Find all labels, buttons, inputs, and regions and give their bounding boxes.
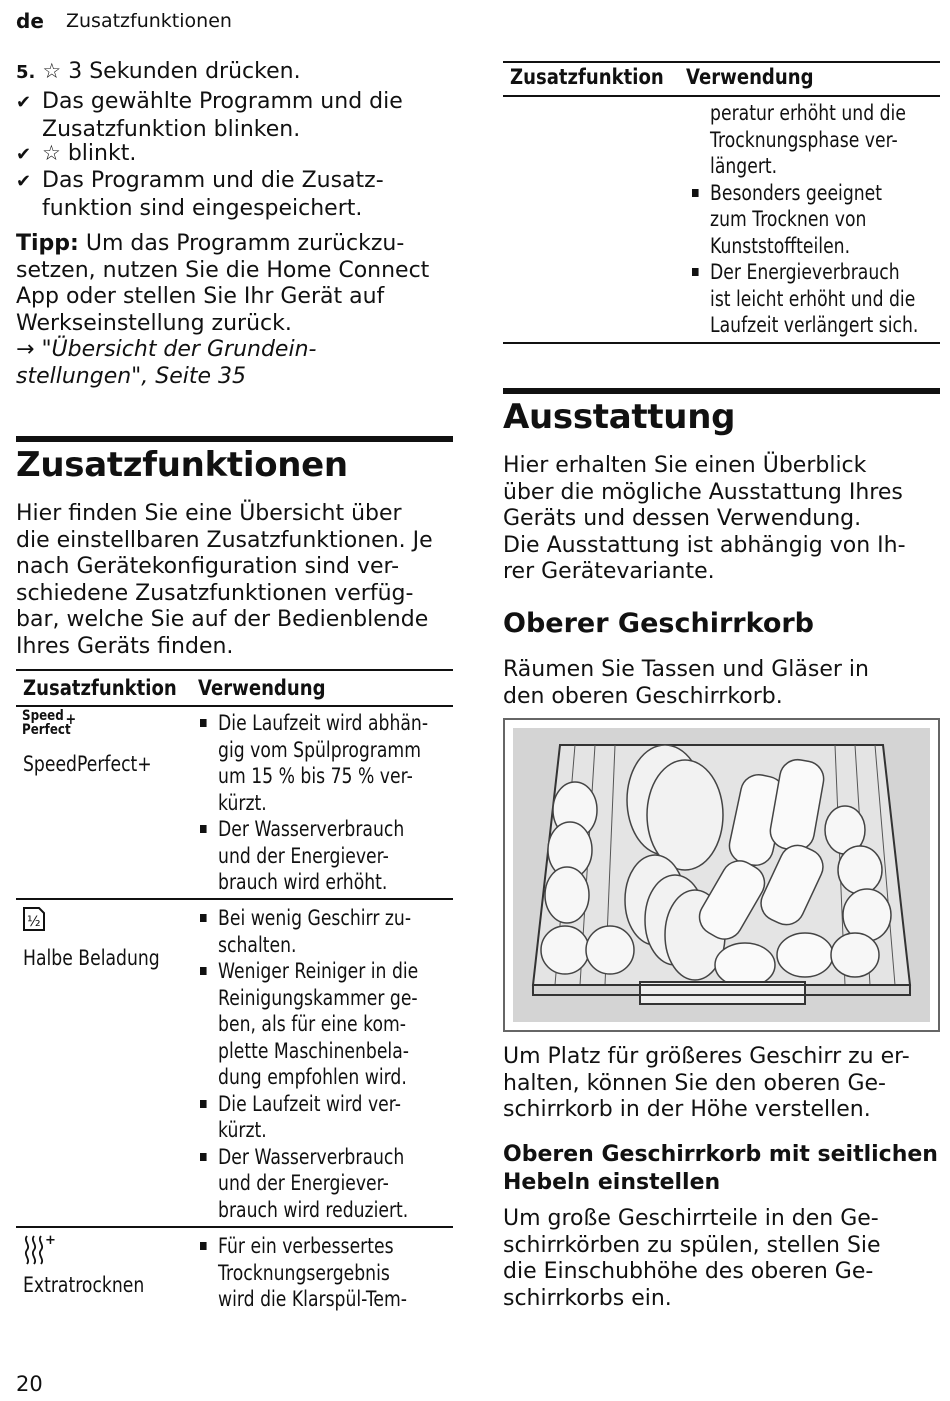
result-item: ✔ ☆ blinkt. [16, 140, 136, 169]
subsection-paragraph: Räumen Sie Tassen und Gläser in den oberen Geschirrkorb. [503, 657, 869, 709]
section-title: Zusatzfunktionen [16, 445, 348, 485]
usage-bullets: Für ein verbessertes Trocknungsergebnis wird die Klarspül-Tem- [200, 1233, 407, 1313]
step-text: 3 Sekunden drücken. [68, 59, 301, 84]
usage-bullets-continued: peratur erhöht und die Trocknungsphase ver- längert. Besonders geeignet zum Trocknen von Kunststoffteilen. Der Energieverbrauch ist leicht erhöht und die Laufzeit verlängert sich. [692, 100, 918, 339]
svg-text:+: + [45, 1233, 56, 1248]
star-outline-icon: ☆ [42, 59, 62, 83]
checkmark-icon: ✔ [16, 144, 32, 165]
section-rule [16, 436, 453, 442]
arrow-right-icon: → [16, 337, 35, 362]
table-header-function: Zusatzfunktion [510, 65, 664, 89]
tip-paragraph: Tipp: Um das Programm zurückzu- setzen, nutzen Sie die Home Connect App oder stellen Sie Ihr Gerät auf Werkseinstellung zurück. → "Übersicht der Grundein- stellungen", Seite 35 [16, 231, 430, 389]
upper-basket-illustration [503, 718, 940, 1032]
procedure-title: Oberen Geschirrkorb mit seitlichen Hebeln einstellen [503, 1142, 938, 1195]
running-header-title: Zusatzfunktionen [66, 10, 232, 32]
star-outline-icon: ☆ [42, 141, 61, 165]
table-row-rule [16, 1226, 453, 1228]
table-header-usage: Verwendung [686, 65, 814, 89]
function-name: SpeedPerfect+ [23, 752, 152, 776]
tip-label: Tipp: [16, 231, 79, 256]
page-number: 20 [16, 1372, 43, 1396]
procedure-paragraph: Um große Geschirrteile in den Ge- schirrkörben zu spülen, stellen Sie die Einschubhöhe des oberen Ge- schirrkorbs ein. [503, 1206, 881, 1311]
extra-dry-icon [22, 1232, 56, 1266]
section-title: Ausstattung [503, 397, 736, 437]
table-bottom-rule [503, 342, 940, 344]
table-header-usage: Verwendung [198, 676, 326, 700]
subsection-title: Oberer Geschirrkorb [503, 608, 815, 639]
half-load-icon [22, 906, 46, 932]
usage-bullets: Die Laufzeit wird abhän- gig vom Spülprogramm um 15 % bis 75 % ver- kürzt. Der Wasserverbrauch und der Energiever- brauch wird erhöht. [200, 710, 428, 896]
section-rule [503, 388, 940, 394]
svg-text:½: ½ [27, 914, 41, 930]
result-item: ✔ Das Programm und die Zusatz- funktion sind eingespeichert. [16, 168, 384, 221]
language-code: de [16, 9, 44, 33]
usage-bullets: Bei wenig Geschirr zu- schalten. Weniger Reiniger in die Reinigungskammer ge- ben, als für eine kom- plette Maschinenbela- dung empfohlen wird. Die Laufzeit wird ver- kürzt. Der Wasserverbrauch und der Energiever- brauch wird reduziert. [200, 905, 418, 1223]
speedperfect-icon: Speed + Perfect [22, 708, 77, 738]
table-header-function: Zusatzfunktion [23, 676, 177, 700]
intro-paragraph: Hier finden Sie eine Übersicht über die einstellbaren Zusatzfunktionen. Je nach Gerätekonfiguration sind ver- schiedene Zusatzfunktionen verfüg- bar, welche Sie auf der Bedienblende Ihres Geräts finden. [16, 501, 433, 659]
table-header-rule [16, 705, 453, 707]
checkmark-icon: ✔ [16, 171, 32, 192]
table-row-rule [16, 898, 453, 900]
table-top-rule [16, 669, 453, 671]
function-name: Halbe Beladung [23, 946, 160, 970]
table-top-rule [503, 61, 940, 63]
cross-reference-link[interactable]: → "Übersicht der Grundein- stellungen", Seite 35 [16, 337, 317, 389]
function-name: Extratrocknen [23, 1273, 145, 1297]
intro-paragraph: Hier erhalten Sie einen Überblick über die mögliche Ausstattung Ihres Geräts und dessen Verwendung. Die Ausstattung ist abhängig von Ih- rer Gerätevariante. [503, 453, 906, 584]
basket-height-paragraph: Um Platz für größeres Geschirr zu er- halten, können Sie den oberen Ge- schirrkorb in der Höhe verstellen. [503, 1044, 910, 1122]
step-5 [16, 58, 301, 87]
table-header-rule [503, 95, 940, 97]
checkmark-icon: ✔ [16, 92, 32, 113]
step-number: 5. [16, 62, 36, 83]
result-item: ✔ Das gewählte Programm und die Zusatzfunktion blinken. [16, 89, 403, 142]
